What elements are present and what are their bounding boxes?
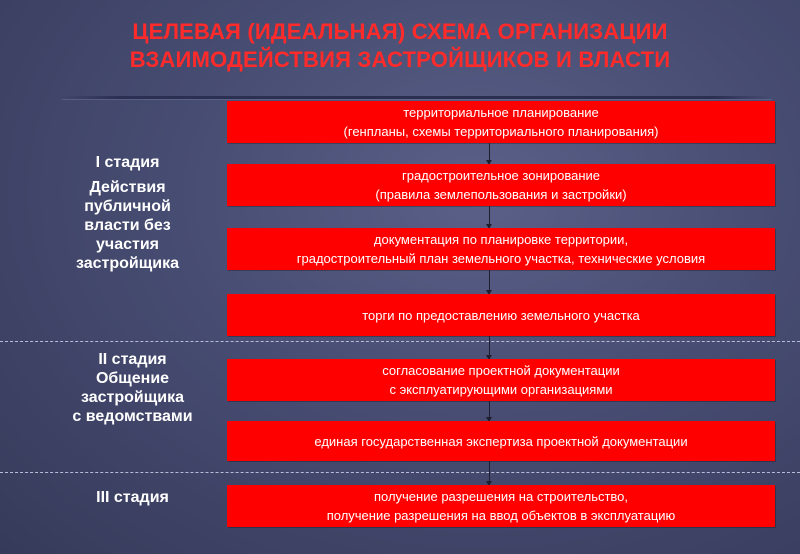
stage-2-desc-line: застройщика: [81, 389, 184, 406]
step-box-land-auction: [227, 294, 775, 336]
step-box-territorial-planning: [227, 101, 775, 143]
step-line: (генпланы, схемы территориального планирования): [343, 124, 659, 139]
stage-3-label: [55, 488, 210, 507]
page-title: [0, 18, 800, 74]
step-line: получение разрешения на строительство,: [373, 489, 629, 504]
stage-1-label: [60, 153, 195, 273]
flow-arrow: [489, 401, 490, 421]
stage-2-desc-line: с ведомствами: [72, 408, 193, 425]
step-line: территориальное планирование: [403, 105, 599, 120]
title-line-2: ВЗАИМОДЕЙСТВИЯ ЗАСТРОЙЩИКОВ И ВЛАСТИ: [129, 47, 671, 72]
step-line: согласование проектной документации: [382, 363, 620, 378]
step-line: с эксплуатирующими организациями: [389, 382, 613, 397]
step-line: получение разрешения на ввод объектов в эксплуатацию: [326, 508, 676, 523]
title-underline: [62, 96, 772, 99]
step-box-planning-documentation: [227, 228, 775, 270]
stage-3-heading: III стадия: [96, 489, 169, 506]
flow-arrow: [489, 461, 490, 485]
stage-1-desc-line: Действия: [89, 179, 166, 196]
stage-divider: [0, 341, 800, 342]
step-box-zoning: [227, 164, 775, 206]
step-line: градостроительное зонирование: [401, 168, 600, 183]
stage-2-desc-line: Общение: [95, 370, 170, 387]
step-box-state-expertise: [227, 421, 775, 461]
step-line: документация по планировке территории,: [373, 232, 629, 247]
step-line: единая государственная экспертиза проектной документации: [314, 433, 688, 449]
flow-arrow: [489, 206, 490, 228]
title-line-1: ЦЕЛЕВАЯ (ИДЕАЛЬНАЯ) СХЕМА ОРГАНИЗАЦИИ: [132, 19, 668, 44]
flow-arrow: [489, 270, 490, 294]
flow-arrow: [489, 336, 490, 359]
step-box-permits: [227, 485, 775, 527]
stage-divider: [0, 472, 800, 473]
stage-1-desc-line: участия: [96, 236, 159, 253]
stage-1-heading: I стадия: [95, 154, 160, 171]
stage-1-desc-line: власти без: [84, 217, 171, 234]
stage-2-heading: II стадия: [98, 351, 167, 368]
stage-1-desc-line: публичной: [84, 198, 171, 215]
stage-2-label: [50, 350, 215, 426]
step-line: градостроительный план земельного участка, технические условия: [296, 251, 706, 266]
step-line: (правила землепользования и застройки): [375, 187, 627, 202]
step-box-design-approval: [227, 359, 775, 401]
flow-arrow: [489, 143, 490, 164]
step-line: торги по предоставлению земельного участка: [362, 307, 640, 323]
stage-1-desc-line: застройщика: [76, 255, 179, 272]
